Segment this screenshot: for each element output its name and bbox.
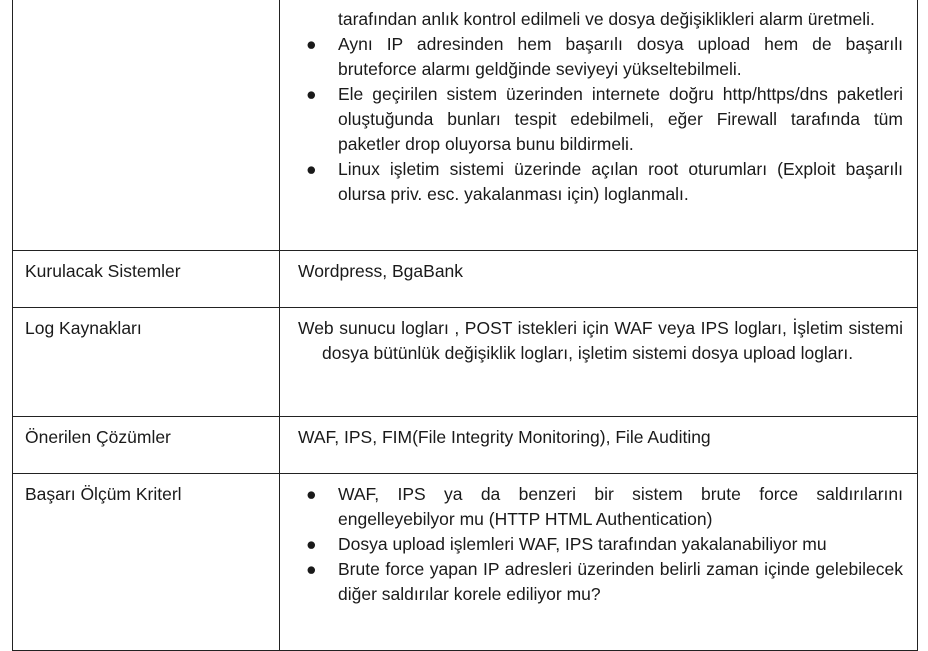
- list-item: ● Dosya upload işlemleri WAF, IPS tarafından yakalanabiliyor mu: [298, 532, 903, 557]
- bullet-icon: ●: [306, 534, 317, 554]
- list-item: ● Brute force yapan IP adresleri üzerinden belirli zaman içinde gelebilecek diğer saldırılar korele ediliyor mu?: [306, 559, 903, 604]
- list-item: tarafından anlık kontrol edilmeli ve dosya değişiklikleri alarm üretmeli.: [338, 9, 875, 29]
- row-value: [280, 474, 918, 651]
- row-label: Başarı Ölçüm Kriterl: [13, 474, 280, 651]
- list-item: ● Ele geçirilen sistem üzerinden internete doğru http/https/dns paketleri oluştuğunda bunları tespit edebilmeli, eğer Firewall tarafında tüm paketler drop oluyorsa bunu bildirmeli.: [306, 84, 903, 154]
- bullet-icon: ●: [306, 559, 317, 579]
- row-value: [280, 0, 918, 251]
- success-criteria-list: [298, 482, 903, 607]
- log-sources-text: Web sunucu logları , POST istekleri için WAF veya IPS logları, İşletim sistemi dosya bütünlük değişiklik logları, işletim sistemi dosya upload logları.: [298, 318, 903, 363]
- row-label: [13, 0, 280, 251]
- row-value: Wordpress, BgaBank: [280, 251, 918, 308]
- bullet-icon: ●: [306, 159, 317, 179]
- row-label: Kurulacak Sistemler: [13, 251, 280, 308]
- bullet-icon: ●: [306, 84, 317, 104]
- bullet-icon: ●: [306, 484, 317, 504]
- row-value: WAF, IPS, FIM(File Integrity Monitoring), File Auditing: [280, 417, 918, 474]
- table-row: [13, 251, 918, 308]
- list-item: ● WAF, IPS ya da benzeri bir sistem brute force saldırılarını engelleyebilyor mu (HTTP HTML Authentication): [306, 484, 903, 529]
- row-label: Önerilen Çözümler: [13, 417, 280, 474]
- bullet-icon: ●: [306, 34, 317, 54]
- table-row: [13, 474, 918, 651]
- requirements-table: [12, 0, 918, 651]
- table-row: [13, 417, 918, 474]
- alarm-requirements-list: [298, 7, 903, 207]
- row-value: [280, 308, 918, 417]
- table-row: [13, 0, 918, 251]
- table-row: [13, 308, 918, 417]
- list-item: ● Linux işletim sistemi üzerinde açılan root oturumları (Exploit başarılı olursa priv. esc. yakalanması için) loglanmalı.: [306, 159, 903, 204]
- row-label: Log Kaynakları: [13, 308, 280, 417]
- list-item: ● Aynı IP adresinden hem başarılı dosya upload hem de başarılı bruteforce alarmı geldğinde seviyeyi yükseltebilmeli.: [306, 34, 903, 79]
